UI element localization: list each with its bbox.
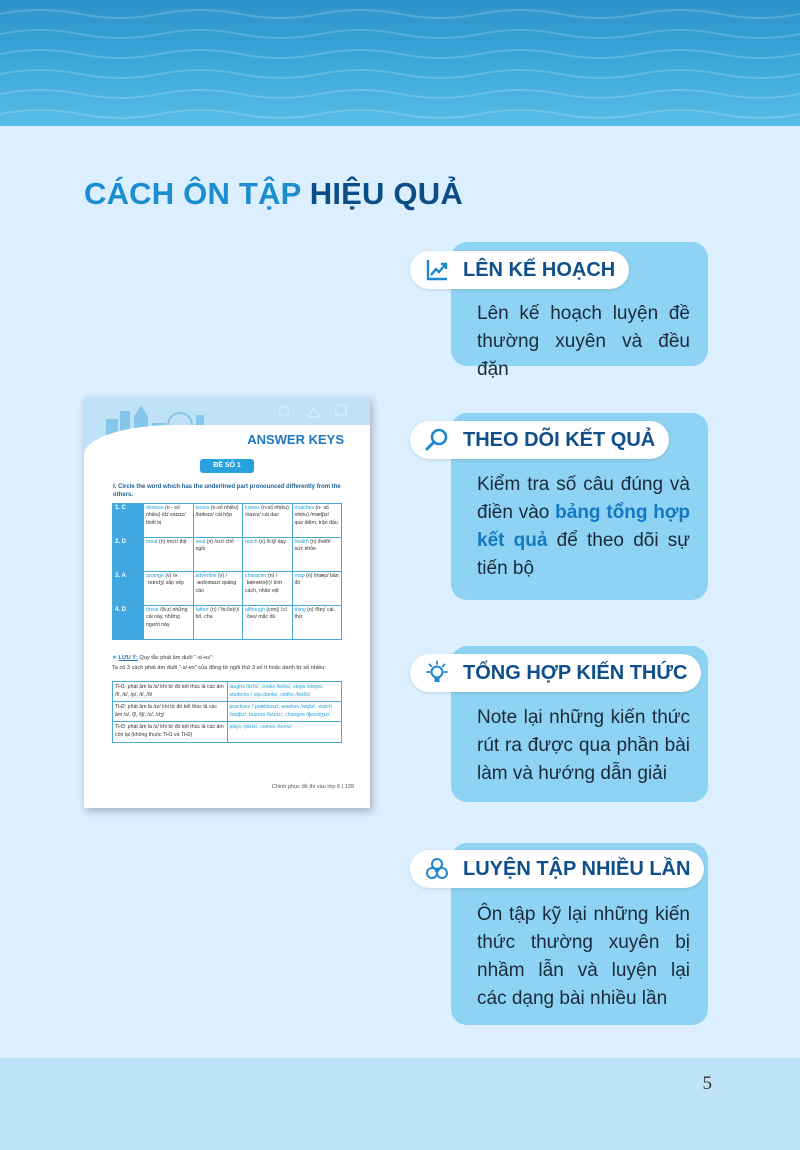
table-cell — [144, 504, 194, 538]
book-instruction: I. Circle the word which has the underlined part pronounced differently from the others. — [113, 484, 341, 498]
title-part2: HIỆU QUẢ — [309, 176, 463, 211]
cell-rest: (n-số nhiều) /bɒksɪz/ cái hộp — [195, 505, 239, 519]
card-track-text-pre: Kiểm tra số câu đúng và điền vào — [477, 474, 690, 523]
note-label: LƯU Ý: — [118, 655, 138, 661]
table-cell — [243, 504, 293, 538]
footer-band — [0, 1058, 800, 1150]
rules-table — [112, 681, 342, 743]
cell-rest: (n-số nhiều) /naɪvz/ cái dao — [245, 505, 289, 519]
cell-rest: (v) /ˈædvətaɪz/ quảng cáo — [195, 573, 237, 594]
card-track-text — [477, 471, 690, 583]
pill-plan-label: LÊN KẾ HOẠCH — [463, 258, 616, 281]
table-row — [113, 572, 342, 606]
card-track-text-bold: bảng tổng hợp kết quả — [477, 502, 690, 551]
de-so-badge: ĐỀ SỐ 1 — [200, 459, 254, 473]
cell-rest: (n) /θɪŋ/ cái, thứ — [294, 607, 335, 621]
cell-word: advertise — [195, 573, 217, 579]
table-row — [113, 722, 342, 742]
note-text2: Ta có 3 cách phát âm đuôi "-s/-es" của động từ ngôi thứ 3 số ít hoặc danh từ số nhiều: — [112, 665, 326, 671]
cell-word: seat — [195, 539, 206, 545]
table-cell — [144, 538, 194, 572]
cell-rest: (v) /tiːtʃ/ dạy — [257, 539, 286, 545]
lightbulb-icon — [424, 660, 450, 686]
pill-practice — [410, 850, 704, 888]
table-cell — [243, 538, 293, 572]
cell-rest: (n) /ˈkærəktə(r)/ tính cách, nhân vật — [245, 573, 283, 594]
cell-rest: (n) /miːt/ thịt — [157, 539, 187, 545]
cell-rest: (n) /ˈfɑːðə(r)/ bố, cha — [195, 607, 240, 621]
table-row — [113, 504, 342, 538]
title-part1: CÁCH ÔN TẬP — [84, 176, 301, 211]
biohazard-icon — [424, 856, 450, 882]
cell-word: matches — [294, 505, 315, 511]
card-track-text-post: để theo dõi sự tiến bộ — [477, 530, 690, 579]
cell-word: these — [146, 607, 159, 613]
cell-rest: (v) /əˈreɪndʒ/ sắp xếp — [146, 573, 184, 587]
card-summary-text: Note lại những kiến thức rút ra được qua phần bài làm và hướng dẫn giải — [477, 707, 690, 784]
pill-practice-label: LUYỆN TẬP NHIỀU LẦN — [463, 857, 691, 880]
card-plan-text: Lên kế hoạch luyện đề thường xuyên và đều đặn — [477, 303, 690, 380]
table-cell — [243, 572, 293, 606]
cell-rest: (n) /mæp/ bản đồ — [294, 573, 339, 587]
cell-word: although — [245, 607, 265, 613]
cell-word: character — [245, 573, 267, 579]
table-row — [113, 606, 342, 640]
table-cell — [193, 538, 243, 572]
table-cell — [292, 504, 342, 538]
cell-word: arrange — [146, 573, 164, 579]
magnifier-icon — [424, 427, 450, 453]
cell-word: map — [294, 573, 305, 579]
table-row — [113, 538, 342, 572]
cell-rest: /ðiːz/ những cái này, những người này — [146, 607, 188, 628]
pill-summary-label: TỔNG HỢP KIẾN THỨC — [463, 661, 688, 684]
pill-plan — [410, 251, 629, 289]
cell-rest: (n- số nhiều) /mætʃɪz/ que diêm; trận đấu — [294, 505, 338, 526]
cell-rest: (n) /helθ/ sức khỏe — [294, 539, 331, 553]
pill-track-label: THEO DÕI KẾT QUẢ — [463, 428, 656, 451]
cell-word: teach — [245, 539, 258, 545]
pill-track — [410, 421, 669, 459]
row-number: 1. C — [113, 504, 144, 538]
cell-rest: (n) /siːt/ chỗ ngồi — [195, 539, 234, 553]
row-number: 2. D — [113, 538, 144, 572]
note-text: Quy tắc phát âm đuôi "-s/-es": — [139, 655, 214, 661]
book-footer: Chinh phục đề thi vào lớp 6 | 139 — [271, 784, 354, 790]
card-practice-text: Ôn tập kỹ lại những kiến thức thường xuyên bị nhầm lẫn và luyện lại các dạng bài nhiều lần — [477, 904, 690, 1009]
cell-rest: (n - số nhiều) /dɪˈvaɪsɪz/ thiết bị — [146, 505, 186, 526]
note-line — [112, 655, 352, 661]
table-row — [113, 702, 342, 722]
table-cell — [144, 572, 194, 606]
answer-table — [112, 503, 342, 640]
cell-word: health — [294, 539, 309, 545]
table-cell — [193, 572, 243, 606]
cell-word: thing — [294, 607, 306, 613]
page-title — [84, 176, 463, 212]
chart-up-icon — [424, 257, 450, 283]
table-cell — [243, 606, 293, 640]
cell-word: knives — [245, 505, 260, 511]
rule-cell: TH1: phát âm là /s/ khi từ đó kết thúc là các âm /f/, /k/, /p/, /t/, /θ/ — [113, 682, 228, 702]
answer-key-preview — [84, 397, 370, 808]
cell-word: boxes — [195, 505, 210, 511]
cell-word: father — [195, 607, 209, 613]
cell-word: devices — [146, 505, 164, 511]
table-cell — [292, 538, 342, 572]
star-icon: ★ — [112, 655, 118, 661]
cell-word: meat — [146, 539, 158, 545]
page-number: 5 — [702, 1073, 712, 1094]
rule-cell: TH2: phát âm là /ɪz/ khi từ đó kết thúc là các âm /s/, /ʃ/, /tʃ/, /z/, /dʒ/ — [113, 702, 228, 722]
water-ripples — [0, 0, 800, 126]
table-cell — [144, 606, 194, 640]
cell-rest: (conj) /ɔːlˈðəʊ/ mặc dù — [245, 607, 288, 621]
example-cell: plays /pleɪz/, comes /kʌmz/ — [227, 722, 342, 742]
table-cell — [292, 606, 342, 640]
example-cell: practises /ˈpræktɪsɪz/, washes /wɒʃɪz/, watch /wɒtʃɪz/, buzzes /bʌzɪz/, changes /tʃeɪndʒɪz/ — [227, 702, 342, 722]
table-cell — [292, 572, 342, 606]
row-number: 4. D — [113, 606, 144, 640]
row-number: 3. A — [113, 572, 144, 606]
rule-cell: TH3: phát âm là /z/ khi từ đó kết thúc là các âm còn lại (không thuộc TH1 và TH2) — [113, 722, 228, 742]
table-row — [113, 682, 342, 702]
water-header-image — [0, 0, 800, 126]
pill-summary — [410, 654, 701, 692]
answer-keys-heading: ANSWER KEYS — [247, 432, 344, 447]
example-cell: laughs /lɑːfs/, cooks /kʊks/, stops /stɒps/, students /ˈstjuːdənts/, cloths /klɒθs/ — [227, 682, 342, 702]
table-cell — [193, 504, 243, 538]
table-cell — [193, 606, 243, 640]
